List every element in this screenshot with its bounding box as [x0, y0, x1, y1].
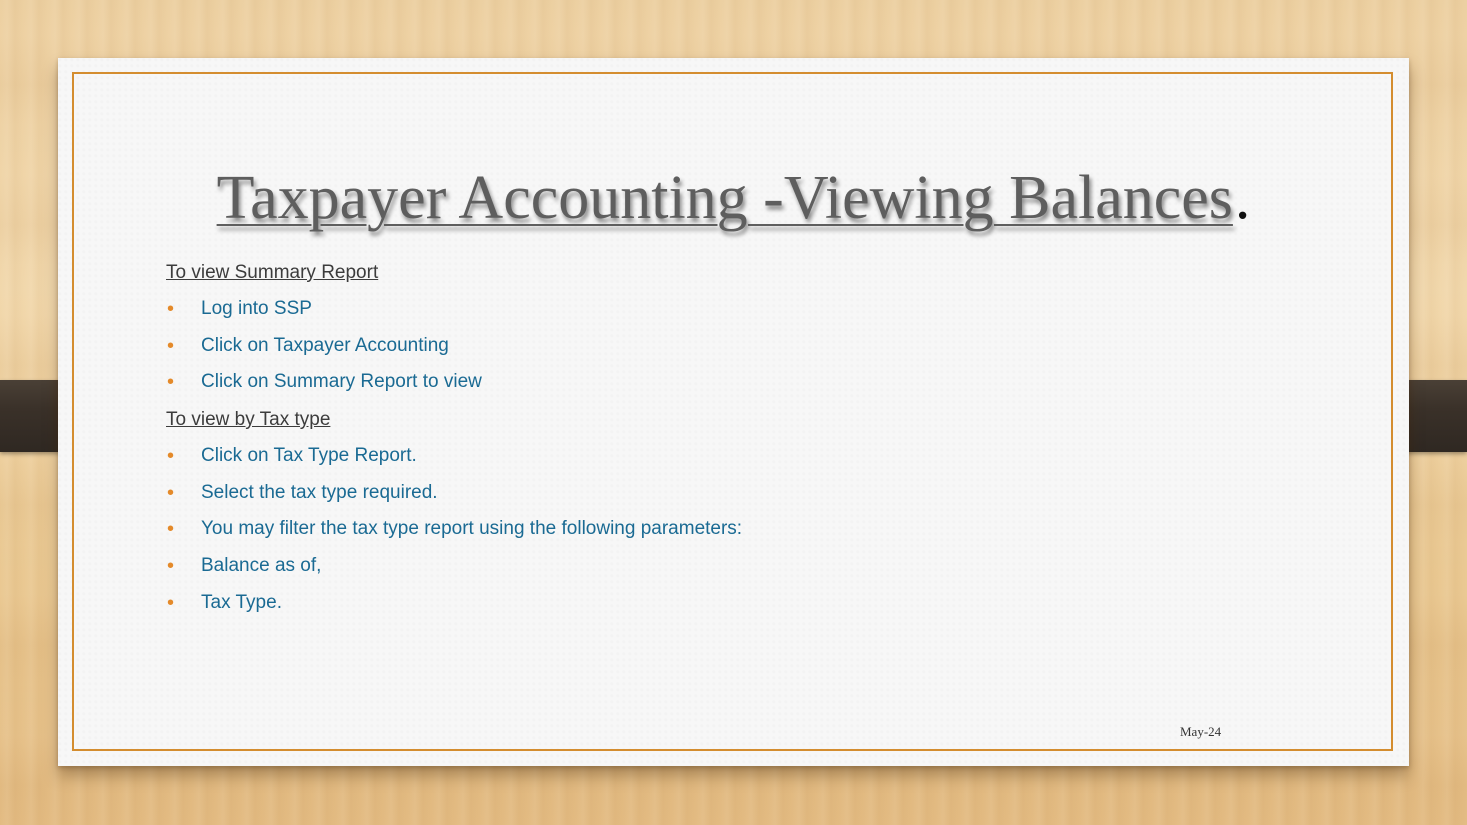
list-item [166, 585, 1166, 622]
slide-title-text: Taxpayer Accounting -Viewing Balances [216, 164, 1233, 232]
list-item-text: Tax Type. [201, 591, 282, 613]
bullet-icon: • [167, 591, 175, 614]
list-item-text: Select the tax type required. [201, 481, 438, 503]
slide-content [166, 254, 1166, 622]
list-item [166, 548, 1166, 585]
bullet-icon: • [167, 518, 175, 541]
bullet-icon: • [167, 298, 175, 320]
slide-title [58, 158, 1409, 238]
list-item-text: Click on Taxpayer Accounting [201, 334, 449, 356]
section-heading-tax-type: To view by Tax type [166, 409, 331, 431]
summary-report-steps-list [166, 291, 1166, 401]
bullet-icon: • [167, 371, 175, 394]
list-item-text: Log into SSP [201, 298, 312, 319]
list-item-text: You may filter the tax type report using the following parameters: [201, 518, 743, 540]
list-item-text: Click on Summary Report to view [201, 371, 482, 393]
bullet-icon: • [167, 334, 175, 357]
slide-title-period: . [1234, 164, 1251, 232]
list-item [166, 364, 1166, 401]
list-item-text: Click on Tax Type Report. [201, 445, 417, 467]
list-item-text: Balance as of, [201, 555, 322, 577]
list-item [166, 438, 1166, 475]
list-item [166, 291, 1166, 328]
bullet-icon: • [167, 481, 175, 504]
footer-date: May-24 [1180, 724, 1222, 739]
slide-paper [58, 58, 1409, 766]
list-item [166, 328, 1166, 365]
bullet-icon: • [167, 445, 175, 468]
section-heading-summary-report: To view Summary Report [166, 262, 379, 283]
tax-type-steps-list [166, 438, 1166, 621]
list-item [166, 511, 1166, 548]
bullet-icon: • [167, 555, 175, 578]
list-item [166, 475, 1166, 512]
